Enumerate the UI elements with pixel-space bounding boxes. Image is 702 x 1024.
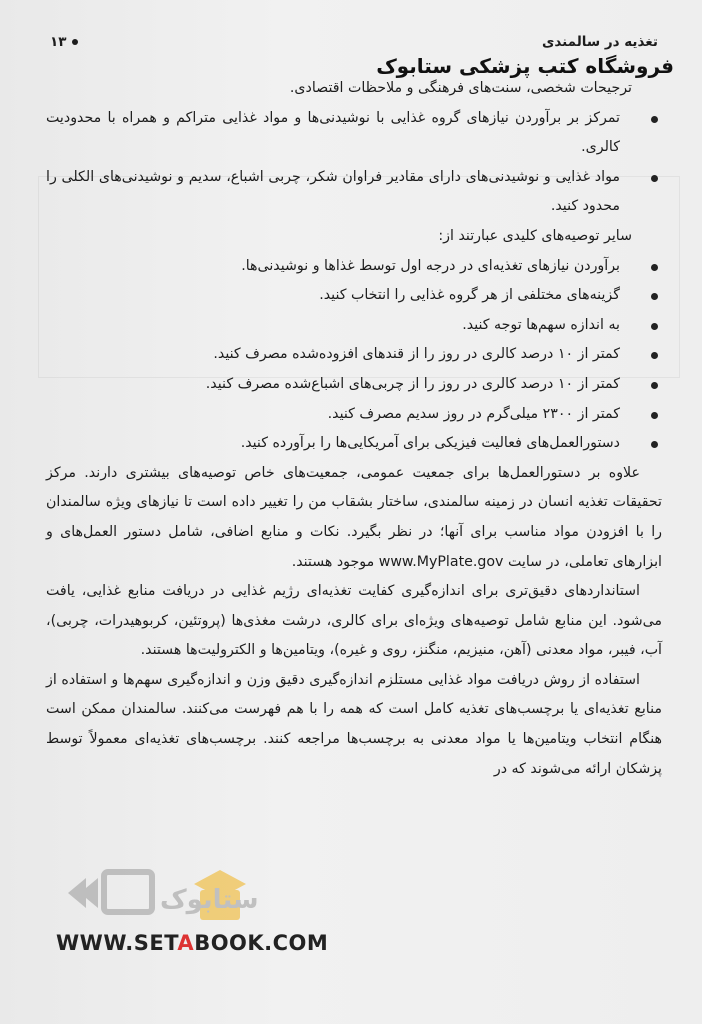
guideline-list xyxy=(46,104,662,222)
site-url xyxy=(56,931,328,955)
list-item: تمرکز بر برآوردن نیازهای گروه غذایی با نوشیدنی‌ها و مواد غذایی متراکم و همراه با محدودیت کالری. xyxy=(46,104,662,163)
book-title: تغذیه در سالمندی xyxy=(542,34,658,50)
setabook-logo-icon xyxy=(60,858,270,928)
list-item: مواد غذایی و نوشیدنی‌های دارای مقادیر فراوان شکر، چربی اشباع، سدیم و نوشیدنی‌های الکلی را محدود کنید. xyxy=(46,163,662,222)
store-watermark-title: فروشگاه کتب پزشکی ستابوک xyxy=(376,54,674,78)
list-item: کمتر از ۲۳۰۰ میلی‌گرم در روز سدیم مصرف کنید. xyxy=(46,400,662,430)
list-item: دستورالعمل‌های فعالیت فیزیکی برای آمریکایی‌ها را برآورده کنید. xyxy=(46,429,662,459)
bullet-dot-icon xyxy=(72,39,78,45)
url-part: WWW.SET xyxy=(56,931,178,955)
url-accent-letter: A xyxy=(177,931,195,955)
url-part: BOOK.COM xyxy=(194,931,329,955)
header-title-group xyxy=(542,34,658,50)
list-item: کمتر از ۱۰ درصد کالری در روز را از قندهای افزوده‌شده مصرف کنید. xyxy=(46,340,662,370)
continued-line: ترجیحات شخصی، سنت‌های فرهنگی و ملاحظات اقتصادی. xyxy=(289,80,632,96)
page-number: ۱۳ xyxy=(50,34,67,50)
list-item: گزینه‌های مختلفی از هر گروه غذایی را انتخاب کنید. xyxy=(46,281,662,311)
list-item: برآوردن نیازهای تغذیه‌ای در درجه اول توسط غذاها و نوشیدنی‌ها. xyxy=(46,252,662,282)
key-recommendations-list xyxy=(46,252,662,459)
paragraph: استفاده از روش دریافت مواد غذایی مستلزم اندازه‌گیری دقیق وزن و اندازه‌گیری سهم‌ها و استفاده از منابع تغذیه‌ای یا برچسب‌های تغذیه کامل است که همه را با هم فهرست می‌کنند. سالمندان ممکن است هنگام انتخاب ویتامین‌ها یا مواد معدنی به برچسب‌ها مراجعه کنند. برچسب‌های تغذیه‌ای معمولاً توسط پزشکان ارائه می‌شوند که در xyxy=(46,671,662,777)
paragraph: استانداردهای دقیق‌تری برای اندازه‌گیری کفایت تغذیه‌ای رژیم غذایی در دریافت منابع غذایی، یافت می‌شود. این منابع شامل توصیه‌های ویژه‌ای برای کالری، درشت مغذی‌ها (پروتئین، کربوهیدرات، چربی)، آب، فیبر، مواد معدنی (آهن، منیزیم، منگنز، روی و غیره)، ویتامین‌ها و الکترولیت‌ها هستند. xyxy=(46,583,662,659)
paragraph: علاوه بر دستورالعمل‌ها برای جمعیت عمومی، جمعیت‌های خاص توصیه‌های بیشتری دارند. مرکز تحقیقات تغذیه انسان در زمینه سالمندی، ساختار بشقاب من را تغییر داده است تا نیازهای ویژه سالمندان را با افزودن مواد مناسب برای آنها؛ در نظر بگیرد. نکات و منابع اضافی، شامل دستور العمل‌های و ابزارهای تعاملی، در سایت www.MyPlate.gov موجود هستند. xyxy=(46,464,662,570)
list-item: به اندازه سهم‌ها توجه کنید. xyxy=(46,311,662,341)
page-number-group xyxy=(50,34,78,50)
page-body xyxy=(46,74,662,784)
key-recommendations-intro: سایر توصیه‌های کلیدی عبارتند از: xyxy=(438,227,632,244)
running-header xyxy=(50,34,658,50)
logo-text: ستابوک xyxy=(160,885,259,915)
list-item: کمتر از ۱۰ درصد کالری در روز را از چربی‌های اشباع‌شده مصرف کنید. xyxy=(46,370,662,400)
